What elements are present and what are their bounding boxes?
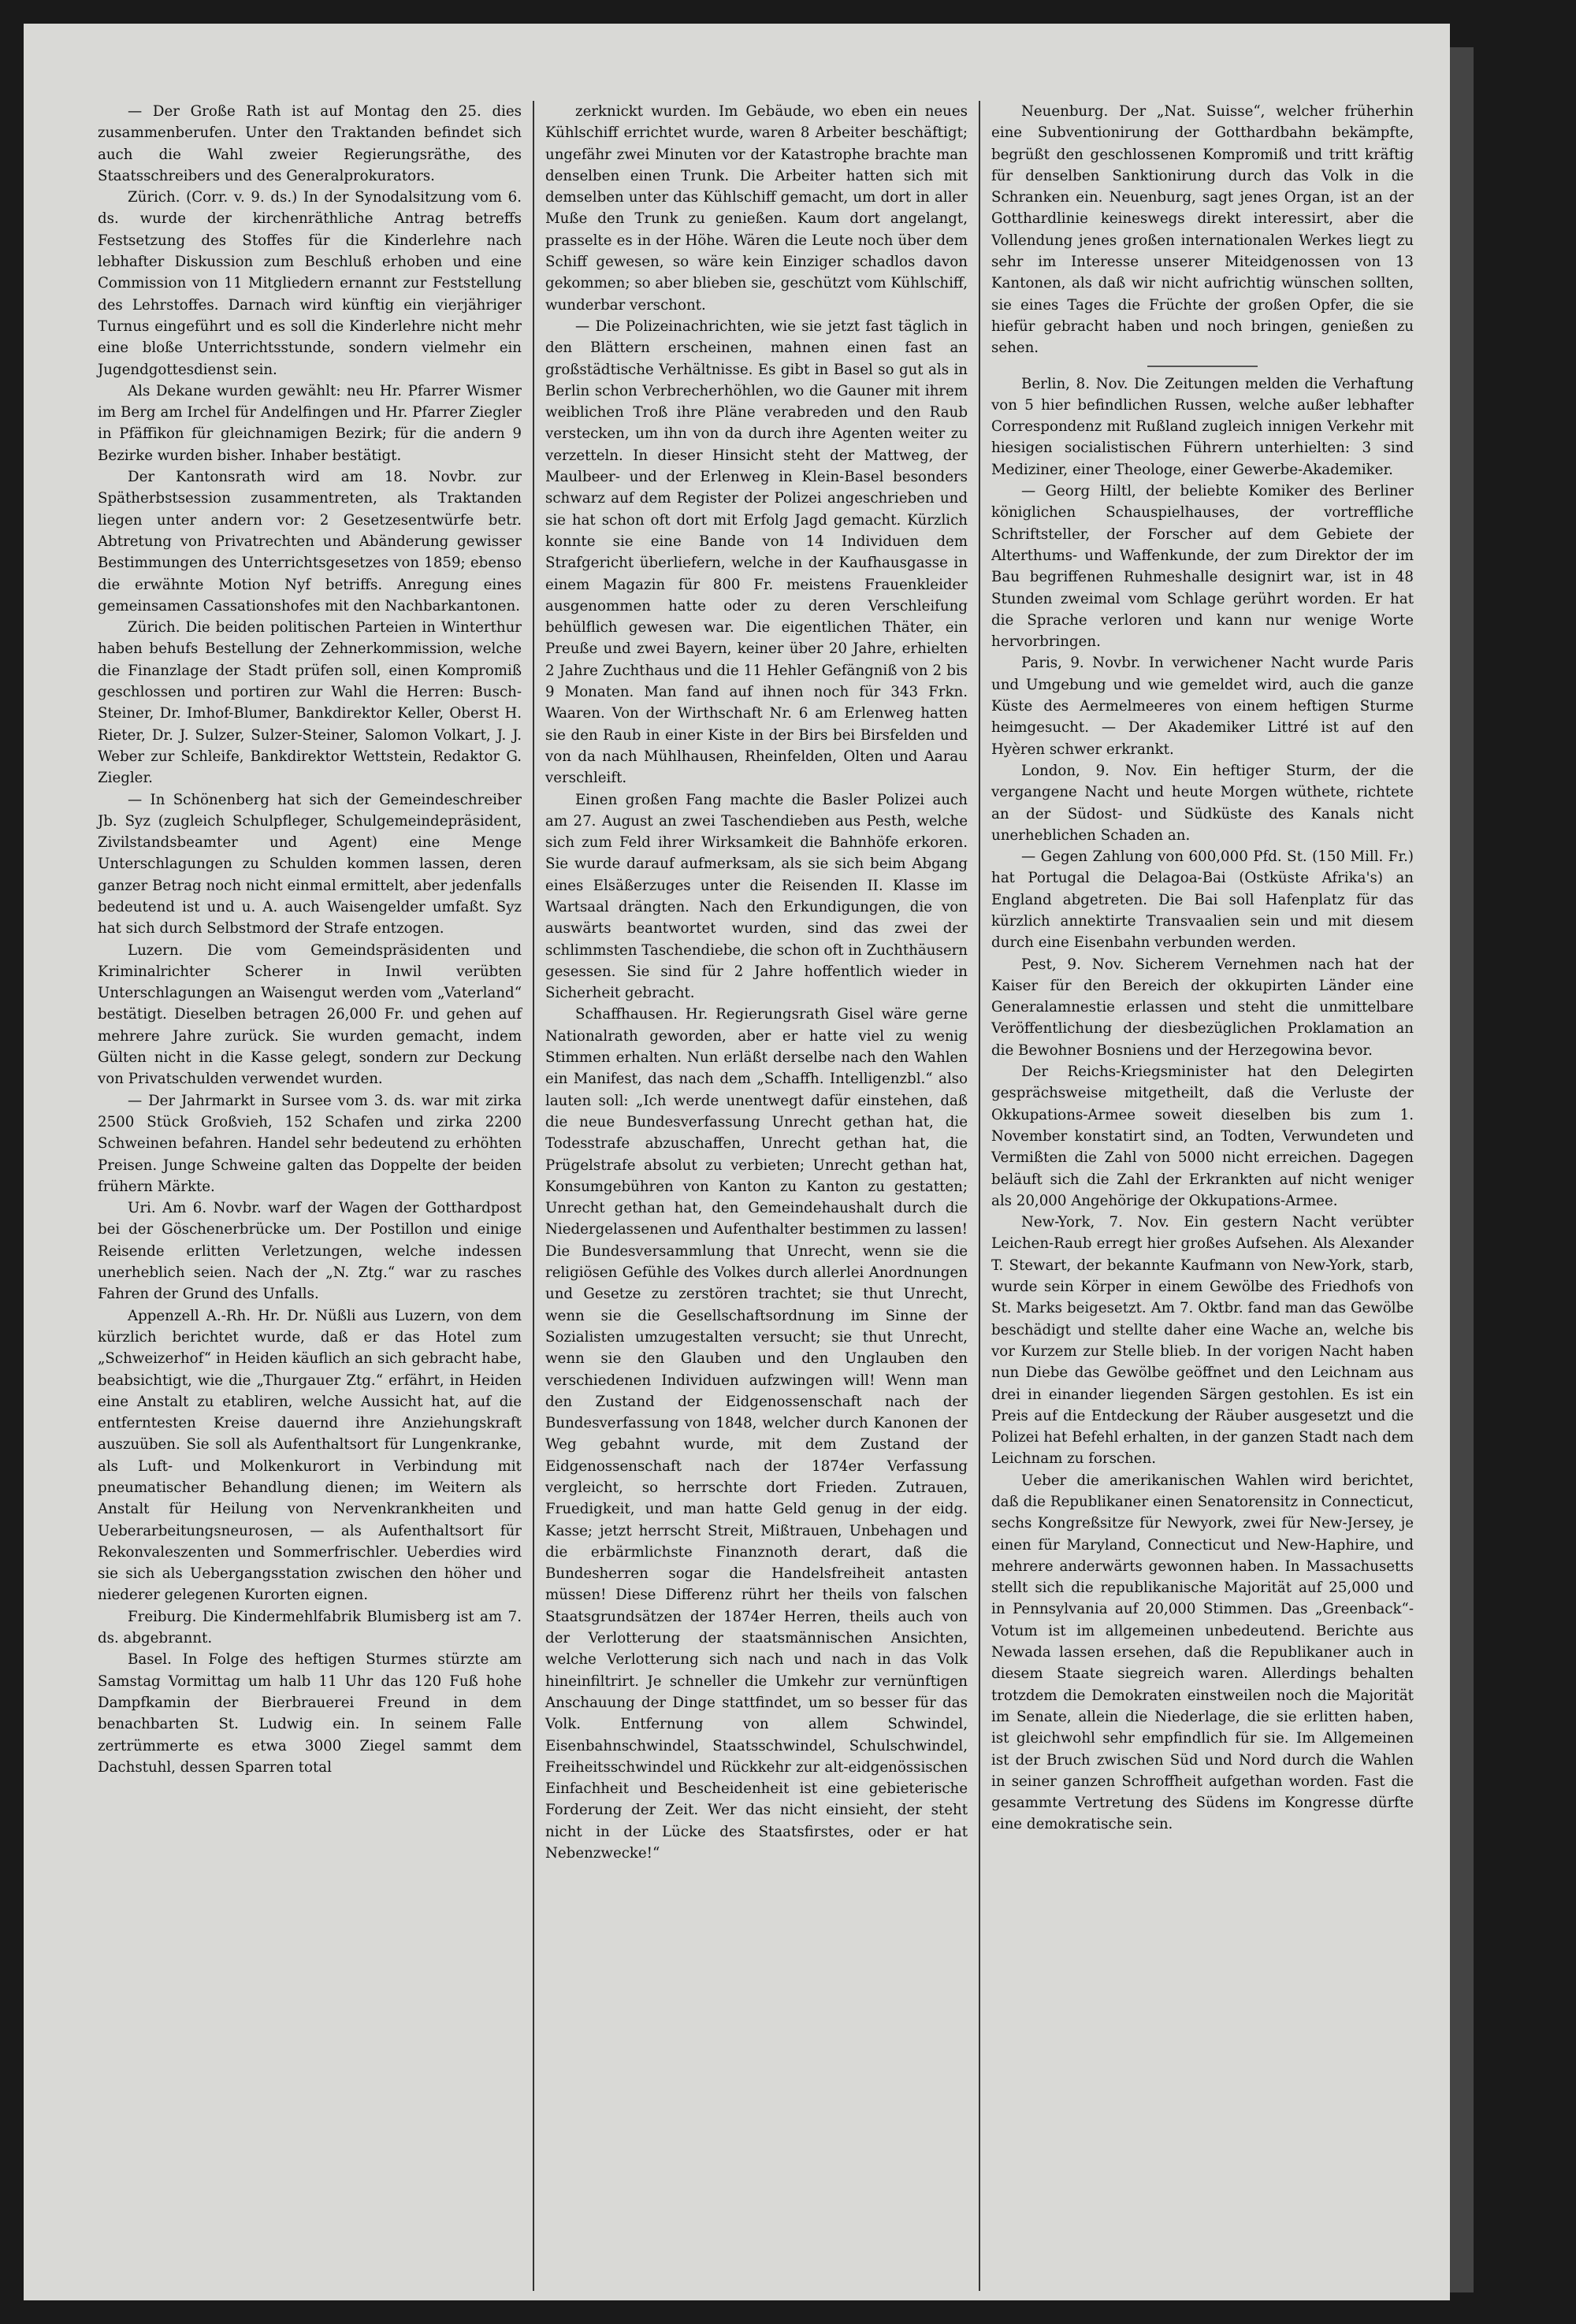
paragraph: — Georg Hiltl, der beliebte Komiker des Berliner königlichen Schauspielhauses, der vortreffliche Schriftsteller, der Forscher auf dem Gebiete der Alterthums- und Waffenkunde, der zum Direktor der im Bau begriffenen Ruhmeshalle designirt war, ist in 48 Stunden zweimal vom Schlage gerührt worden. Er hat die Sprache verloren und kann nur wenige Worte hervorbringen. — [991, 483, 1414, 651]
paragraph: Der Reichs-Kriegsminister hat den Delegirten gesprächsweise mitgetheilt, daß die Verluste der Okkupations-Armee soweit dieselben bis zum 1. November konstatirt sind, an Todten, Verwundeten und Vermißten die Zahl von 5000 nicht erreichen. Dagegen beläuft sich die Zahl der Erkrankten auf nicht weniger als 20,000 Angehörige der Okkupations-Armee. — [991, 1064, 1414, 1209]
column-2 — [533, 101, 979, 2291]
page-edge-shadow — [1450, 47, 1474, 2292]
column-3 — [979, 101, 1425, 2291]
article-columns — [87, 101, 1426, 2291]
paragraph: London, 9. Nov. Ein heftiger Sturm, der die vergangene Nacht und heute Morgen wüthete, richtete an der Südost- und Südküste des Kanals nicht unerheblichen Schaden an. — [991, 762, 1414, 844]
paragraph: Uri. Am 6. Novbr. warf der Wagen der Gotthardpost bei der Göschenerbrücke um. Der Postillon und einige Reisende erlitten Verletzungen, welche indessen unerheblich seien. Nach der „N. Ztg.“ war zu rasches Fahren der Grund des Unfalls. — [98, 1200, 522, 1303]
paragraph: Ueber die amerikanischen Wahlen wird berichtet, daß die Republikaner einen Senatorensitz in Connecticut, sechs Kongreßsitze für Newyork, zwei für New-Jersey, je einen für Maryland, Connecticut und New-Haphire, und mehrere anderwärts gewonnen haben. In Massachusetts stellt sich die republikanische Majorität auf 25,000 und in Pennsylvania auf 20,000 Stimmen. Das „Greenback“-Votum ist im allgemeinen unbedeutend. Berichte aus Newada lassen ersehen, daß die Republikaner auch in diesem Staate siegreich waren. Allerdings behalten trotzdem die Demokraten einstweilen noch die Majorität im Senate, allein die Niederlage, die sie erlitten haben, ist gleichwohl sehr empfindlich für sie. Im Allgemeinen ist der Bruch zwischen Süd und Nord durch die Wahlen in seiner ganzen Schroffheit aufgethan worden. Fast die gesammte Vertretung des Südens im Kongresse dürfte eine demokratische sein. — [991, 1472, 1414, 1833]
paragraph: Freiburg. Die Kindermehlfabrik Blumisberg ist am 7. ds. abgebrannt. — [98, 1608, 522, 1647]
section-divider — [1147, 366, 1258, 367]
paragraph: Berlin, 8. Nov. Die Zeitungen melden die Verhaftung von 5 hier befindlichen Russen, welche außer lebhafter Correspondenz mit Rußland zugleich innigen Verkehr mit hiesigen socialistischen Führern unterhielten: 3 sind Mediziner, einer Theologe, einer Gewerbe-Akademiker. — [991, 375, 1414, 478]
paragraph: Als Dekane wurden gewählt: neu Hr. Pfarrer Wismer im Berg am Irchel für Andelfingen und Hr. Pfarrer Ziegler in Pfäffikon für gleichnamigen Bezirk; für die andern 9 Bezirke wurden bisher. Inhaber bestätigt. — [98, 382, 522, 464]
paragraph: — Der Jahrmarkt in Sursee vom 3. ds. war mit zirka 2500 Stück Großvieh, 152 Schafen und zirka 2200 Schweinen befahren. Handel sehr bedeutend zu erhöhten Preisen. Junge Schweine galten das Doppelte der beiden frühern Märkte. — [98, 1092, 522, 1195]
paragraph: Basel. In Folge des heftigen Sturmes stürzte am Samstag Vormittag um halb 11 Uhr das 120 Fuß hohe Dampfkamin der Bierbrauerei Freund in dem benachbarten St. Ludwig ein. In seinem Falle zertrümmerte es etwa 3000 Ziegel sammt dem Dachstuhl, dessen Sparren total — [98, 1651, 522, 1776]
paragraph: — Die Polizeinachrichten, wie sie jetzt fast täglich in den Blättern erscheinen, mahnen einen fast an großstädtische Verhältnisse. Es gibt in Basel so gut als in Berlin schon Verbrecherhöhlen, wo die Gauner mit ihrem weiblichen Troß ihre Pläne verabreden und den Raub verstecken, um ihn von da durch ihre Agenten weiter zu verzetteln. In dieser Hinsicht steht der Mattweg, der Maulbeer- und der Erlenweg in Klein-Basel besonders schwarz auf dem Register der Polizei angeschrieben und sie hat schon oft dort mit Erfolg Jagd gemacht. Kürzlich konnte sie eine Bande von 14 Individuen dem Strafgericht überliefern, welche in der Kaufhausgasse in einem Magazin für 800 Fr. meistens Frauenkleider ausgenommen hatte oder zu deren Verschleifung behülflich gewesen war. Die eigentlichen Thäter, ein Preuße und zwei Bayern, keiner über 20 Jahre, erhielten 2 Jahre Zuchthaus und die 11 Hehler Gefängniß von 2 bis 9 Monaten. Man fand auf ihnen noch für 343 Frkn. Waaren. Von der Wirthschaft Nr. 6 am Erlenweg hatten sie den Raub in einer Kiste in der Birs bei Birsfelden und von da nach Mühlhausen, Rheinfelden, Olten und Aarau verschleift. — [545, 317, 968, 787]
paragraph: Appenzell A.-Rh. Hr. Dr. Nüßli aus Luzern, von dem kürzlich berichtet wurde, daß er das Hotel zum „Schweizerhof“ in Heiden käuflich an sich gebracht habe, beabsichtigt, wie die „Thurgauer Ztg.“ erfährt, in Heiden eine Anstalt zu etabliren, welche Aussicht hat, auf die entferntesten Kreise dauernd ihre Anziehungskraft auszuüben. Sie soll als Aufenthaltsort für Lungenkranke, als Luft- und Molkenkurort in Verbindung mit pneumatischer Behandlung dienen; im Weitern als Anstalt für Heilung von Nervenkrankheiten und Ueberarbeitungsneurosen, — als Aufenthaltsort für Rekonvaleszenten und Sommerfrischler. Ueberdies wird sie sich als Uebergangsstation zwischen den höher und niederer gelegenen Kurorten eignen. — [98, 1307, 522, 1604]
paragraph: — Der Große Rath ist auf Montag den 25. dies zusammenberufen. Unter den Traktanden befindet sich auch die Wahl zweier Regierungsräthe, des Staatsschreibers und des Generalprokurators. — [98, 103, 522, 184]
paragraph: zerknickt wurden. Im Gebäude, wo eben ein neues Kühlschiff errichtet wurde, waren 8 Arbeiter beschäftigt; ungefähr zwei Minuten vor der Katastrophe brachte man denselben einen Trunk. Die Arbeiter hatten sich mit demselben unter das Kühlschiff gemacht, um dort in aller Muße den Trunk zu genießen. Kaum dort angelangt, prasselte es in der Höhe. Wären die Leute noch über dem Schiff gewesen, so wäre kein Einziger schadlos davon gekommen; so aber blieben sie, geschützt vom Kühlschiff, wunderbar verschont. — [545, 103, 968, 314]
paragraph: Zürich. Die beiden politischen Parteien in Winterthur haben behufs Bestellung der Zehnerkommission, welche die Finanzlage der Stadt prüfen soll, einen Kompromiß geschlossen und portiren zur Wahl die Herren: Busch-Steiner, Dr. Imhof-Blumer, Bankdirektor Keller, Oberst H. Rieter, Dr. J. Sulzer, Sulzer-Steiner, Salomon Volkart, J. J. Weber zur Schleife, Bankdirektor Wettstein, Redaktor G. Ziegler. — [98, 619, 522, 787]
paragraph: — In Schönenberg hat sich der Gemeindeschreiber Jb. Syz (zugleich Schulpfleger, Schulgemeindepräsident, Zivilstandsbeamter und Agent) eine Menge Unterschlagungen zu Schulden kommen lassen, deren ganzer Betrag noch nicht einmal ermittelt, aber jedenfalls bedeutend ist und u. A. auch Waisengelder umfaßt. Syz hat sich durch Selbstmord der Strafe entzogen. — [98, 791, 522, 937]
paragraph: Der Kantonsrath wird am 18. Novbr. zur Spätherbstsession zusammentreten, als Traktanden liegen unter andern vor: 2 Gesetzesentwürfe betr. Abtretung von Privatrechten und Abänderung gewisser Bestimmungen des Unterrichtsgesetzes von 1859; ebenso die erwähnte Motion Nyf betriffs. Anregung eines gemeinsamen Cassationshofes mit den Nachbarkantonen. — [98, 469, 522, 614]
column-1 — [87, 101, 533, 2291]
paragraph: Zürich. (Corr. v. 9. ds.) In der Synodalsitzung vom 6. ds. wurde der kirchenräthliche Antrag betreffs Festsetzung des Stoffes für die Kinderlehre nach lebhafter Diskussion zum Beschluß erhoben und eine Commission von 11 Mitgliedern ernannt zur Feststellung des Lehrstoffes. Darnach wird künftig ein vierjähriger Turnus eingeführt und es soll die Kinderlehre nicht mehr eine bloße Unterrichtsstunde, sondern vielmehr ein Jugendgottesdienst sein. — [98, 189, 522, 378]
paragraph: New-York, 7. Nov. Ein gestern Nacht verübter Leichen-Raub erregt hier großes Aufsehen. Als Alexander T. Stewart, der bekannte Kaufmann von New-York, starb, wurde sein Körper in einem Gewölbe des Friedhofs von St. Marks beigesetzt. Am 7. Oktbr. fand man das Gewölbe beschädigt und stellte daher eine Wache an, welche bis vor Kurzem zur Stelle blieb. In der vorigen Nacht haben nun Diebe das Gewölbe geöffnet und den Leichnam aus drei in einander liegenden Särgen gestohlen. Es ist ein Preis auf die Entdeckung der Räuber ausgesetzt und die Polizei hat Befehl erhalten, in der ganzen Stadt nach dem Leichnam zu forschen. — [991, 1214, 1414, 1468]
paragraph: Einen großen Fang machte die Basler Polizei auch am 27. August an zwei Taschendieben aus Pesth, welche sich zum Feld ihrer Wirksamkeit die Bahnhöfe erkoren. Sie wurde darauf aufmerksam, als sie sich beim Abgang eines Elsäßerzuges unter die Reisenden II. Klasse im Wartsaal drängten. Nach den Erkundigungen, die von auswärts beantwortet wurden, sind das zwei der schlimmsten Taschendiebe, die schon oft in Zuchthäusern gesessen. Sie sind für 2 Jahre hoffentlich wieder in Sicherheit gebracht. — [545, 791, 968, 1002]
paragraph: Schaffhausen. Hr. Regierungsrath Gisel wäre gerne Nationalrath geworden, aber er hatte viel zu wenig Stimmen erhalten. Nun erläßt derselbe nach den Wahlen ein Manifest, das nach dem „Schaffh. Intelligenzbl.“ also lauten soll: „Ich werde unentwegt dafür einstehen, daß die neue Bundesverfassung Unrecht gethan hat, die Todesstrafe abzuschaffen, Unrecht gethan hat, die Prügelstrafe absolut zu verbieten; Unrecht gethan hat, Konsumgebühren von Kanton zu Kanton zu gestatten; Unrecht gethan hat, den Gemeindehaushalt durch die Niedergelassenen und Aufenthalter bestimmen zu lassen! Die Bundesversammlung that Unrecht, wenn sie die religiösen Gefühle des Volkes durch allerlei Anordnungen und Gesetze zu zerstören trachtet; sie thut Unrecht, wenn sie die Gesellschaftsordnung im Sinne der Sozialisten umzugestalten versucht; sie thut Unrecht, wenn sie den Glauben und den Unglauben den verschiedenen Individuen aufzwingen will! Wenn man den Zustand der Eidgenossenschaft nach der Bundesverfassung von 1848, welcher durch Kanonen der Weg gebahnt wurde, mit dem Zustand der Eidgenossenschaft nach der 1874er Verfassung vergleicht, so herrschte dort Frieden. Zutrauen, Fruedigkeit, und man hatte Geld genug in der eidg. Kasse; jetzt herrscht Streit, Mißtrauen, Unbehagen und die erbärmlichste Finanznoth derart, daß die Bundesherren sogar die Handelsfreiheit antasten müssen! Diese Differenz rührt her theils von falschen Staatsgrundsätzen der 1874er Herren, theils auch von der Verlotterung der staatsmännischen Ansichten, welche Verlotterung sich nach und nach in das Volk hineinfiltrirt. Je schneller die Umkehr zur vernünftigen Anschauung der Dinge stattfindet, um so besser für das Volk. Entfernung von allem Schwindel, Eisenbahnschwindel, Staatsschwindel, Schulschwindel, Freiheitsschwindel und Rückkehr zur alt-eidgenössischen Einfachheit und Bescheidenheit ist eine gebieterische Forderung der Zeit. Wer das nicht einsieht, der steht nicht in der Lücke des Staatsfirstes, oder er hat Nebenzwecke!“ — [545, 1006, 968, 1862]
paragraph: Paris, 9. Novbr. In verwichener Nacht wurde Paris und Umgebung und wie gemeldet wird, auch die ganze Küste des Aermelmeeres von einem heftigen Sturme heimgesucht. — Der Akademiker Littré ist auf den Hyèren schwer erkrankt. — [991, 655, 1414, 758]
paragraph: Neuenburg. Der „Nat. Suisse“, welcher früherhin eine Subventionirung der Gotthardbahn bekämpfte, begrüßt den geschlossenen Kompromiß und tritt kräftig für denselben Sanktionirung durch das Volk in die Schranken ein. Neuenburg, sagt jenes Organ, ist an der Gotthardlinie keineswegs direkt interessirt, aber die Vollendung jenes großen internationalen Werkes liegt zu sehr im Interesse unserer Miteidgenossen von 13 Kantonen, als daß wir nicht aufrichtig wünschen sollten, sie eines Tages die Früchte der großen Opfer, die sie hiefür gebracht haben und noch bringen, genießen zu sehen. — [991, 103, 1414, 357]
paragraph: — Gegen Zahlung von 600,000 Pfd. St. (150 Mill. Fr.) hat Portugal die Delagoa-Bai (Ostküste Afrika's) an England abgetreten. Die Bai soll Hafenplatz für das kürzlich annektirte Transvaalien sein und mit diesem durch eine Eisenbahn verbunden werden. — [991, 848, 1414, 952]
paragraph: Luzern. Die vom Gemeindspräsidenten und Kriminalrichter Scherer in Inwil verübten Unterschlagungen an Waisengut werden vom „Vaterland“ bestätigt. Dieselben betragen 26,000 Fr. und gehen auf mehrere Jahre zurück. Sie wurden gemacht, indem Gülten nicht in die Kasse gelegt, sondern zur Deckung von Privatschulden verwendet wurden. — [98, 941, 522, 1088]
paragraph: Pest, 9. Nov. Sicherem Vernehmen nach hat der Kaiser für den Bereich der okkupirten Länder eine Generalamnestie erlassen und steht die unmittelbare Veröffentlichung der diesbezüglichen Proklamation an die Bewohner Bosniens und der Herzegowina bevor. — [991, 956, 1414, 1059]
